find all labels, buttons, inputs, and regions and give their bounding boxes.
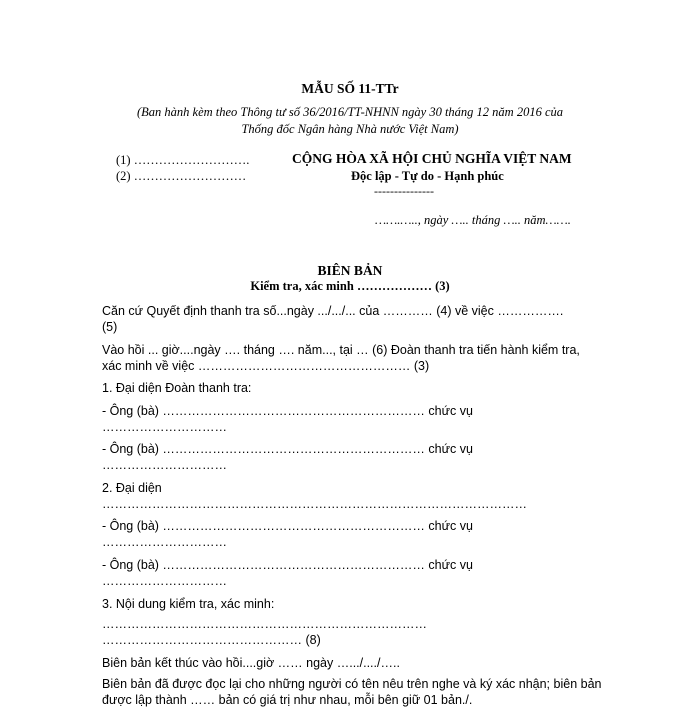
motto-rule: --------------- [374,184,434,198]
section-2-row-1-cont: ………………………… [102,535,227,549]
section-3-line-1: …………………………………………………………………… [102,617,427,631]
issuance-note-line2: Thống đốc Ngân hàng Nhà nước Việt Nam) [241,122,459,136]
issuance-note [0,104,700,138]
section-2-dots: ………………………………………………………………………………………… [102,497,527,511]
document-subtitle: Kiểm tra, xác minh ……………… (3) [250,279,450,293]
issuance-note-line1: (Ban hành kèm theo Thông tư số 36/2016/TT-NHNN ngày 30 tháng 12 năm 2016 của [136,105,564,119]
section-2-heading: 2. Đại diện [102,481,162,495]
section-2-row-2-cont: ………………………… [102,574,227,588]
section-2-row-1: - Ông (bà) ……………………………………………………… chức vụ [102,519,473,533]
section-2-row-2: - Ông (bà) ……………………………………………………… chức vụ [102,558,473,572]
section-1-heading: 1. Đại diện Đoàn thanh tra: [102,381,252,395]
section-1-row-1: - Ông (bà) ……………………………………………………… chức vụ [102,404,473,418]
section-3-heading: 3. Nội dung kiểm tra, xác minh: [102,597,275,611]
form-number: MẪU SỐ 11-TTr [301,81,399,96]
document-title: BIÊN BẢN [317,263,383,278]
section-1-row-2-cont: ………………………… [102,458,227,472]
section-1-row-1-cont: ………………………… [102,420,227,434]
closing-line-2: được lập thành …… bản có giá trị như nhau, mỗi bên giữ 01 bản./. [102,693,473,707]
section-1-row-2: - Ông (bà) ……………………………………………………… chức vụ [102,442,473,456]
section-3-line-2: ………………………………………… (8) [102,633,321,647]
time-line-1: Vào hồi ... giờ....ngày …. tháng …. năm..., tại … (6) Đoàn thanh tra tiến hành kiểm tra, [102,343,580,357]
basis-line-1: Căn cứ Quyết định thanh tra số...ngày .../.../... của ………… (4) về việc ……………. [102,304,564,318]
end-time-line: Biên bản kết thúc vào hồi....giờ …… ngày ….../..../….. [102,656,400,670]
org-line-1: (1) ………………………. [116,153,250,167]
closing-line-1: Biên bản đã được đọc lại cho những người có tên nêu trên nghe và ký xác nhận; biên bản [102,677,602,691]
basis-line-2: (5) [102,320,118,334]
national-motto: Độc lập - Tự do - Hạnh phúc [351,169,504,183]
national-name: CỘNG HÒA XÃ HỘI CHỦ NGHĨA VIỆT NAM [292,151,572,166]
time-line-2: xác minh về việc …………………………………………… (3) [102,359,430,373]
date-line: …….….., ngày ….. tháng ….. năm……. [375,213,571,227]
org-line-2: (2) ……………………… [116,169,247,183]
